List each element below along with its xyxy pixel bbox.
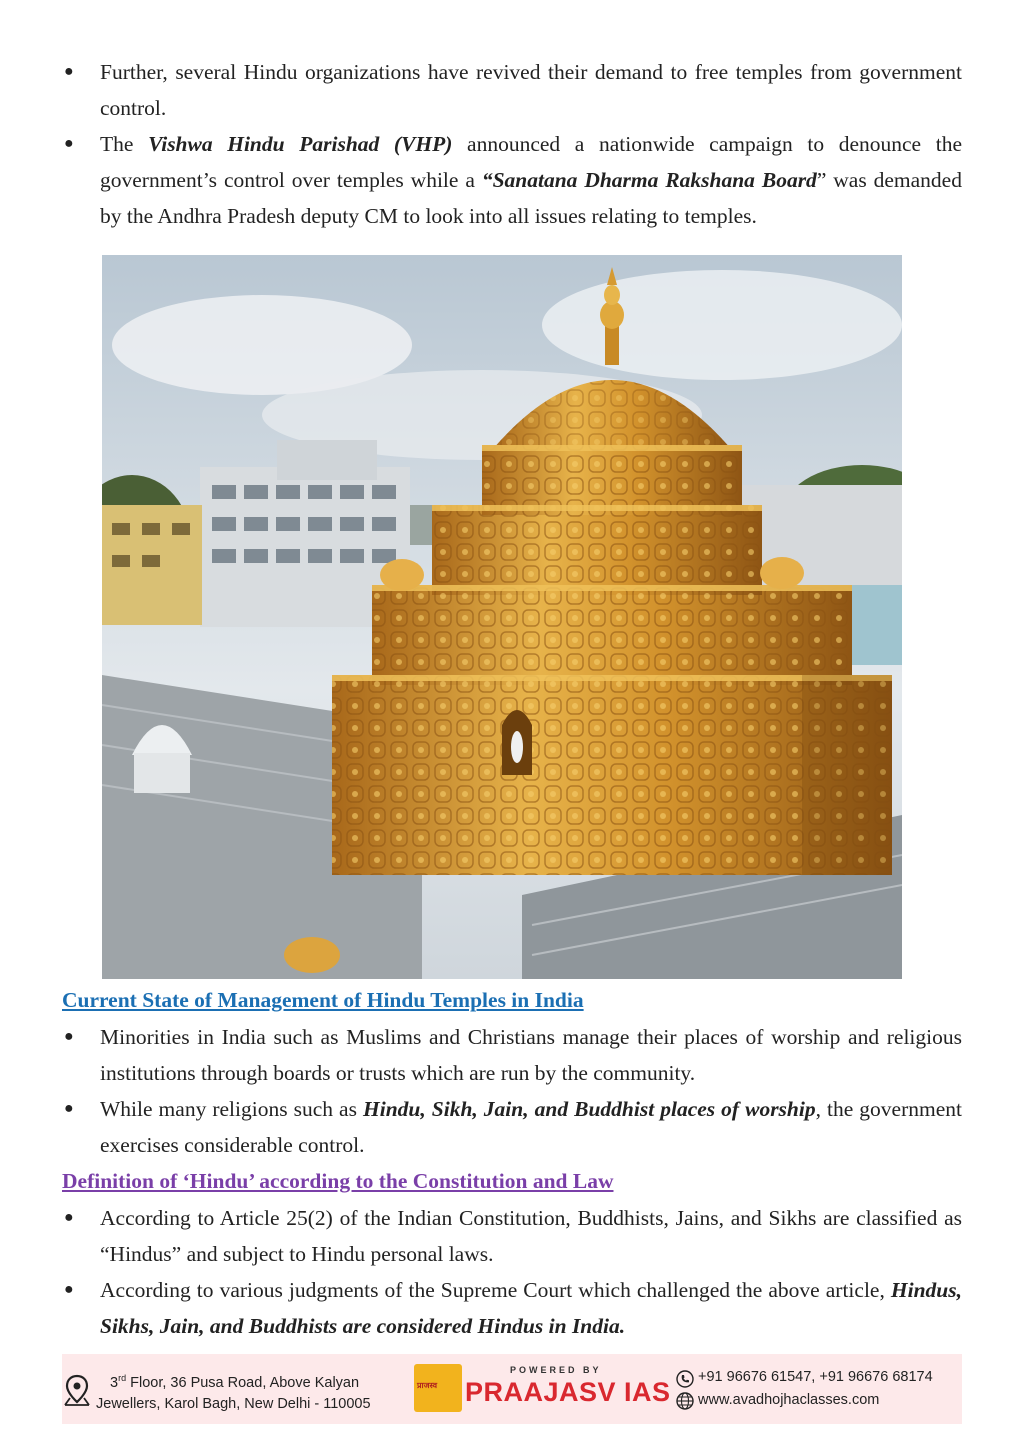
section2-bullet-list bbox=[62, 1200, 962, 1344]
section-heading-definition: Definition of ‘Hindu’ according to the Constitution and Law bbox=[62, 1169, 614, 1193]
temple-photo bbox=[102, 255, 902, 979]
list-item bbox=[62, 1019, 962, 1091]
powered-by-label: POWERED BY bbox=[510, 1365, 602, 1375]
logo-text: प्राजस्व bbox=[417, 1381, 438, 1390]
list-item bbox=[62, 1200, 962, 1272]
globe-icon bbox=[676, 1392, 694, 1410]
bullet-text: ” was demanded by the Andhra Pradesh deputy CM to look into all issues relating to temples. bbox=[100, 168, 962, 228]
bullet-text: Further, several Hindu organizations have revived their demand to free temples from government control. bbox=[100, 60, 962, 120]
bullet-emphasis: Hindus, Sikhs, Jain, and Buddhists are considered Hindus in India. bbox=[100, 1278, 962, 1338]
list-item bbox=[62, 54, 962, 126]
bullet-icon: ● bbox=[64, 63, 74, 80]
top-bullet-list bbox=[62, 54, 962, 234]
list-item bbox=[62, 126, 962, 234]
address-floor-number: 3 bbox=[110, 1374, 119, 1391]
vhp-emphasis: Vishwa Hindu Parishad (VHP) bbox=[148, 132, 453, 156]
board-emphasis: “Sanatana Dharma Rakshana Board bbox=[481, 168, 817, 192]
footer-banner bbox=[62, 1354, 962, 1424]
list-item bbox=[62, 1272, 962, 1344]
section-heading-current-state: Current State of Management of Hindu Temples in India bbox=[62, 988, 584, 1012]
bullet-emphasis: Hindu, Sikh, Jain, and Buddhist places of worship bbox=[363, 1097, 816, 1121]
bullet-icon: ● bbox=[64, 1281, 74, 1298]
bullet-text: Minorities in India such as Muslims and Christians manage their places of worship and religious institutions through boards or trusts which are run by the community. bbox=[100, 1025, 962, 1085]
bullet-icon: ● bbox=[64, 1209, 74, 1226]
bullet-icon: ● bbox=[64, 135, 74, 152]
address-superscript: rd bbox=[118, 1373, 127, 1383]
address-line-2: Jewellers, Karol Bagh, New Delhi - 110005 bbox=[96, 1395, 371, 1412]
bullet-icon: ● bbox=[64, 1028, 74, 1045]
bullet-text: According to various judgments of the Supreme Court which challenged the above article, bbox=[100, 1278, 891, 1302]
list-item bbox=[62, 1091, 962, 1163]
location-pin-icon bbox=[64, 1374, 90, 1408]
bullet-text: While many religions such as bbox=[100, 1097, 363, 1121]
phone-icon bbox=[676, 1370, 694, 1388]
website-link[interactable]: www.avadhojhaclasses.com bbox=[698, 1392, 880, 1408]
bullet-icon: ● bbox=[64, 1100, 74, 1117]
bullet-text: , the government exercises considerable control. bbox=[100, 1097, 962, 1157]
phone-numbers: +91 96676 61547, +91 96676 68174 bbox=[698, 1369, 933, 1385]
bullet-text: The bbox=[100, 132, 149, 156]
address-line-1: Floor, 36 Pusa Road, Above Kalyan bbox=[126, 1374, 360, 1391]
institute-logo bbox=[414, 1364, 462, 1412]
footer-address bbox=[96, 1368, 371, 1415]
bullet-text: According to Article 25(2) of the Indian Constitution, Buddhists, Jains, and Sikhs are classified as “Hindus” and subject to Hindu personal laws. bbox=[100, 1206, 962, 1266]
brand-name: PRAAJASV IAS bbox=[465, 1377, 671, 1407]
section1-bullet-list bbox=[62, 1019, 962, 1163]
bullet-text: announced a nationwide campaign to denounce the government’s control over temples while a bbox=[100, 132, 962, 192]
